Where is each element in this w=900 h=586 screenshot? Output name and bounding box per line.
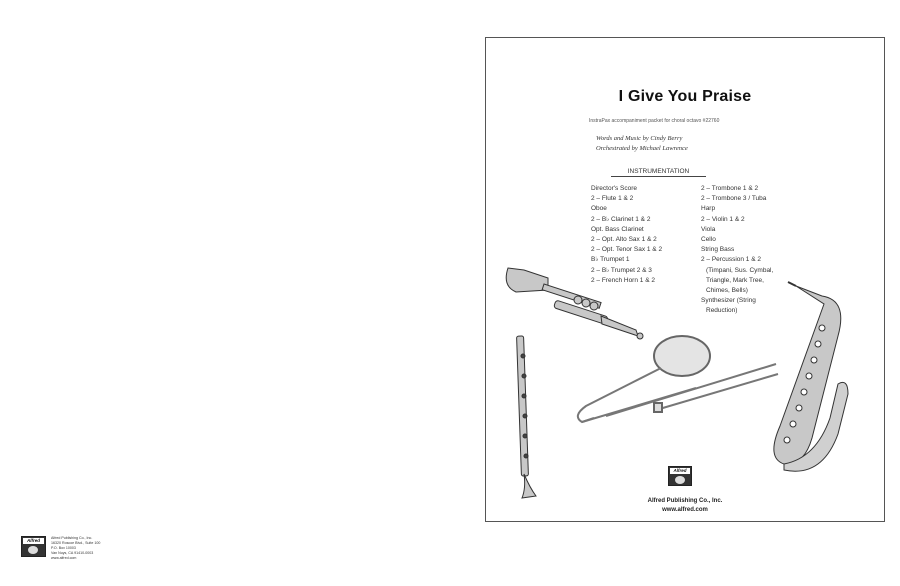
logo-text: Alfred <box>23 538 44 544</box>
instrument-item: 2 – French Horn 1 & 2 <box>591 276 655 284</box>
instrumentation-heading: INSTRUMENTATION <box>611 168 706 177</box>
instrument-item: Director's Score <box>591 185 638 192</box>
page-title: I Give You Praise <box>618 88 752 105</box>
address-line: P.O. Box 10003 <box>51 546 76 551</box>
instrument-item: 2 – Violin 1 & 2 <box>701 215 745 223</box>
instrument-item: 2 – Opt. Tenor Sax 1 & 2 <box>591 246 663 254</box>
instrument-item: B♭ Trumpet 1 <box>591 256 630 264</box>
address-line: Alfred Publishing Co., Inc. <box>51 536 93 540</box>
instrument-item: Opt. Bass Clarinet <box>591 225 644 233</box>
instrument-item: Harp <box>701 205 716 213</box>
address-line: www.alfred.com <box>51 556 77 561</box>
instrument-item: Oboe <box>591 205 607 213</box>
credit-orchestration: Orchestrated by Michael Lawrence <box>596 145 688 152</box>
alfred-logo-icon <box>668 466 692 486</box>
trumpet-icon <box>506 268 643 339</box>
alfred-logo-icon <box>21 536 46 557</box>
instrument-item: 2 – B♭ Trumpet 2 & 3 <box>591 266 652 274</box>
instrument-item: Synthesizer (String <box>701 297 756 305</box>
credit-words: Words and Music by Cindy Berry <box>596 135 683 142</box>
instrument-item: Reduction) <box>706 307 738 315</box>
instrument-item: (Timpani, Sus. Cymbal, <box>706 266 774 274</box>
instrument-item: Triangle, Mark Tree, <box>706 276 764 284</box>
instrument-item: 2 – Trombone 1 & 2 <box>701 185 759 192</box>
publisher-name: Alfred Publishing Co., Inc. <box>647 498 723 504</box>
cover-page <box>485 37 885 522</box>
address-line: 16320 Roscoe Blvd., Suite 100 <box>51 541 101 546</box>
publisher-address <box>51 536 100 561</box>
instrument-item: 2 – B♭ Clarinet 1 & 2 <box>591 215 651 223</box>
instrument-item: 2 – Percussion 1 & 2 <box>701 256 761 264</box>
publisher-website: www.alfred.com <box>662 507 708 513</box>
logo-text: Alfred <box>670 468 690 474</box>
saxophone-icon <box>774 282 848 471</box>
instrument-item: 2 – Opt. Alto Sax 1 & 2 <box>591 236 657 244</box>
instrument-item: 2 – Flute 1 & 2 <box>591 195 634 203</box>
instrument-item: Viola <box>701 225 716 233</box>
instrument-item: 2 – Trombone 3 / Tuba <box>701 195 767 203</box>
address-line: Van Nuys, CA 91410-0003 <box>51 551 94 556</box>
logo-mark <box>28 546 38 554</box>
instrument-artwork <box>486 38 884 521</box>
instrument-item: Chimes, Bells) <box>706 287 748 295</box>
clarinet-icon <box>517 336 536 498</box>
trombone-icon <box>578 336 778 422</box>
logo-mark <box>675 476 685 484</box>
subtitle: InstraPax accompaniment packet for choral octavo #22760 <box>589 118 720 124</box>
instrument-item: Cello <box>701 236 716 244</box>
instrument-item: String Bass <box>701 246 735 254</box>
